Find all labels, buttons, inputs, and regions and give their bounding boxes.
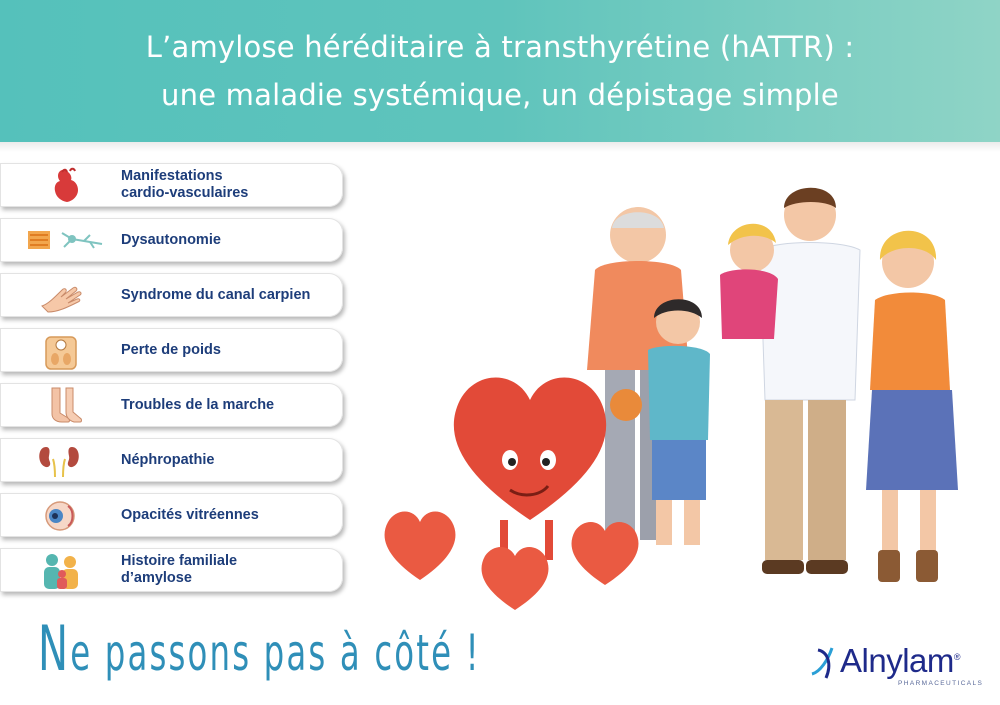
symptom-card-marche	[0, 383, 343, 427]
symptom-label: Dysautonomie	[121, 231, 221, 248]
alnylam-swoosh-icon	[808, 644, 840, 684]
page-title-line-1: L’amylose héréditaire à transthyrétine (hATTR) :	[145, 30, 855, 64]
symptom-card-histoire	[0, 548, 343, 592]
girl-figure	[720, 224, 778, 339]
slogan: Ne passons pas à côté !	[38, 612, 481, 685]
symptom-label: Opacités vitréennes	[121, 506, 259, 523]
mother-figure	[866, 231, 958, 582]
symptom-card-dysautonomie	[0, 218, 343, 262]
symptom-card-poids	[0, 328, 343, 372]
logo-name: Alnylam®	[840, 642, 961, 679]
symptom-label: Troubles de la marche	[121, 396, 275, 413]
heart-icon	[24, 166, 104, 206]
symptom-label: Histoire familiale d’amylose	[121, 553, 238, 586]
symptom-label: Syndrome du canal carpien	[121, 286, 311, 303]
symptom-card-opacites	[0, 493, 343, 537]
page-title-line-2: une maladie systémique, un dépistage simple	[161, 78, 839, 112]
symptom-card-nephropathie	[0, 438, 343, 482]
eye-icon	[24, 496, 104, 536]
symptom-label: Perte de poids	[121, 341, 221, 358]
header-shadow	[0, 142, 1000, 152]
scale-icon	[24, 331, 104, 371]
symptom-label: Manifestations cardio-vasculaires	[121, 168, 249, 201]
header-banner	[0, 0, 1000, 142]
small-heart-characters	[385, 512, 639, 611]
symptom-label: Néphropathie	[121, 451, 215, 468]
symptom-card-cardio	[0, 163, 343, 207]
hand-icon	[24, 276, 104, 316]
intestine-nerve-icon	[24, 221, 104, 261]
father-figure	[760, 188, 860, 574]
feet-icon	[24, 386, 104, 426]
symptom-card-canal-carpien	[0, 273, 343, 317]
alnylam-logo	[808, 640, 984, 690]
kidney-icon	[24, 441, 104, 481]
family-illustration	[360, 160, 1000, 630]
family-icon	[24, 551, 104, 591]
logo-tagline: PHARMACEUTICALS	[898, 680, 984, 687]
